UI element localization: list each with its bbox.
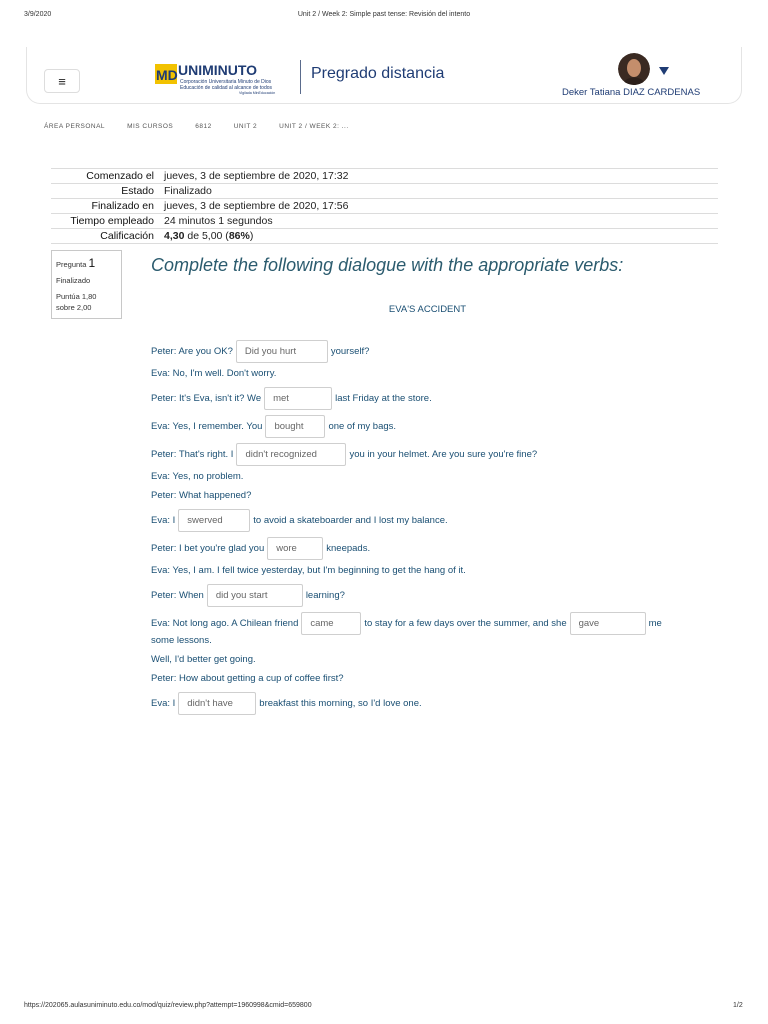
dialogue-line: Eva: No, I'm well. Don't worry.	[151, 368, 277, 379]
dialogue-line: Eva: Yes, I remember. You bought one of my bags.	[151, 415, 396, 438]
summary-value: jueves, 3 de septiembre de 2020, 17:56	[161, 199, 718, 214]
grade-close: )	[249, 230, 254, 242]
dialogue-line: Peter: I bet you're glad you wore kneepads.	[151, 537, 370, 560]
summary-label: Tiempo empleado	[51, 214, 161, 229]
menu-toggle-button[interactable]	[44, 69, 80, 93]
table-row	[51, 184, 718, 199]
svg-text:MD: MD	[156, 67, 178, 83]
question-text: Complete the following dialogue with the appropriate verbs:	[151, 255, 624, 275]
logo-line1: Corporación Universitaria Minuto de Dios	[180, 79, 272, 85]
answer-blank[interactable]: did you start	[207, 584, 303, 607]
dialogue-line: Peter: Are you OK? Did you hurt yourself?	[151, 340, 369, 363]
summary-label: Finalizado en	[51, 199, 161, 214]
answer-blank[interactable]: met	[264, 387, 332, 410]
breadcrumb	[44, 123, 371, 130]
table-row	[51, 169, 718, 184]
dialogue-line: Peter: When did you start learning?	[151, 584, 345, 607]
logo-mark-icon	[154, 58, 294, 98]
question-number: Pregunta 1	[56, 256, 96, 270]
site-name[interactable]: Pregrado distancia	[311, 65, 445, 82]
uniminuto-logo[interactable]	[154, 58, 294, 98]
question-mark: Puntúa 1,80 sobre 2,00	[56, 292, 97, 312]
answer-blank[interactable]: didn't have	[178, 692, 256, 715]
answer-blank[interactable]: swerved	[178, 509, 250, 532]
dialogue-line: Eva: Not long ago. A Chilean friend came to stay for a few days over the summer, and she gave me	[151, 612, 662, 635]
dialogue-line: Eva: I didn't have breakfast this morning, so I'd love one.	[151, 692, 422, 715]
dialogue-line: Peter: It's Eva, isn't it? We met last Friday at the store.	[151, 387, 432, 410]
logo-divider	[300, 60, 301, 94]
user-menu-caret-icon[interactable]	[659, 67, 669, 75]
print-date: 3/9/2020	[24, 11, 52, 18]
dialogue-line: Eva: Yes, no problem.	[151, 471, 244, 482]
dialogue-line: Peter: What happened?	[151, 490, 252, 501]
user-avatar[interactable]	[618, 53, 650, 85]
dialogue-line: some lessons.	[151, 635, 212, 646]
answer-blank[interactable]: gave	[570, 612, 646, 635]
grade-value	[161, 229, 718, 244]
dialogue-line: Eva: I swerved to avoid a skateboarder and I lost my balance.	[151, 509, 448, 532]
logo-line3: Vigilada MinEducación	[239, 91, 276, 95]
hamburger-icon: ≡	[58, 73, 66, 89]
summary-value: 24 minutos 1 segundos	[161, 214, 718, 229]
answer-blank[interactable]: wore	[267, 537, 323, 560]
answer-blank[interactable]: Did you hurt	[236, 340, 328, 363]
summary-value: jueves, 3 de septiembre de 2020, 17:32	[161, 169, 718, 184]
print-title: Unit 2 / Week 2: Simple past tense: Revisión del intento	[297, 11, 471, 18]
table-row	[51, 199, 718, 214]
breadcrumb-item-quiz[interactable]: UNIT 2 / WEEK 2: ...	[279, 123, 349, 130]
avatar-photo-icon	[618, 53, 650, 85]
summary-label: Calificación	[51, 229, 161, 244]
user-name[interactable]: Deker Tatiana DIAZ CARDENAS	[562, 87, 701, 98]
dialogue-line: Peter: That's right. I didn't recognized you in your helmet. Are you sure you're fine?	[151, 443, 537, 466]
grade-percent: 86%	[228, 230, 250, 242]
breadcrumb-item-dashboard[interactable]: ÁREA PERSONAL	[44, 123, 106, 130]
grade-max: de 5,00 (	[184, 230, 229, 242]
dialogue-line: Well, I'd better get going.	[151, 654, 256, 665]
logo-name: UNIMINUTO	[178, 62, 258, 78]
summary-label: Estado	[51, 184, 161, 199]
print-url: https://202065.aulasuniminuto.edu.co/mod/quiz/review.php?attempt=1960998&cmid=659800	[24, 1002, 312, 1009]
print-footer	[0, 1002, 768, 1014]
answer-blank[interactable]: bought	[265, 415, 325, 438]
question-state: Finalizado	[56, 276, 91, 285]
summary-label: Comenzado el	[51, 169, 161, 184]
breadcrumb-item-unit[interactable]: UNIT 2	[233, 123, 258, 130]
dialogue-line: Peter: How about getting a cup of coffee first?	[151, 673, 344, 684]
summary-value: Finalizado	[161, 184, 718, 199]
breadcrumb-item-course[interactable]: 6812	[195, 123, 212, 130]
print-header	[0, 11, 768, 23]
breadcrumb-item-my-courses[interactable]: MIS CURSOS	[127, 123, 174, 130]
question-subtitle: EVA'S ACCIDENT	[388, 304, 467, 315]
answer-blank[interactable]: didn't recognized	[236, 443, 346, 466]
logo-line2: Educación de calidad al alcance de todos	[180, 85, 273, 91]
print-page-number: 1/2	[733, 1002, 743, 1009]
attempt-summary-table	[51, 168, 718, 244]
table-row	[51, 229, 718, 244]
table-row	[51, 214, 718, 229]
answer-blank[interactable]: came	[301, 612, 361, 635]
grade-score: 4,30	[164, 230, 185, 242]
dialogue-line: Eva: Yes, I am. I fell twice yesterday, but I'm beginning to get the hang of it.	[151, 565, 466, 576]
